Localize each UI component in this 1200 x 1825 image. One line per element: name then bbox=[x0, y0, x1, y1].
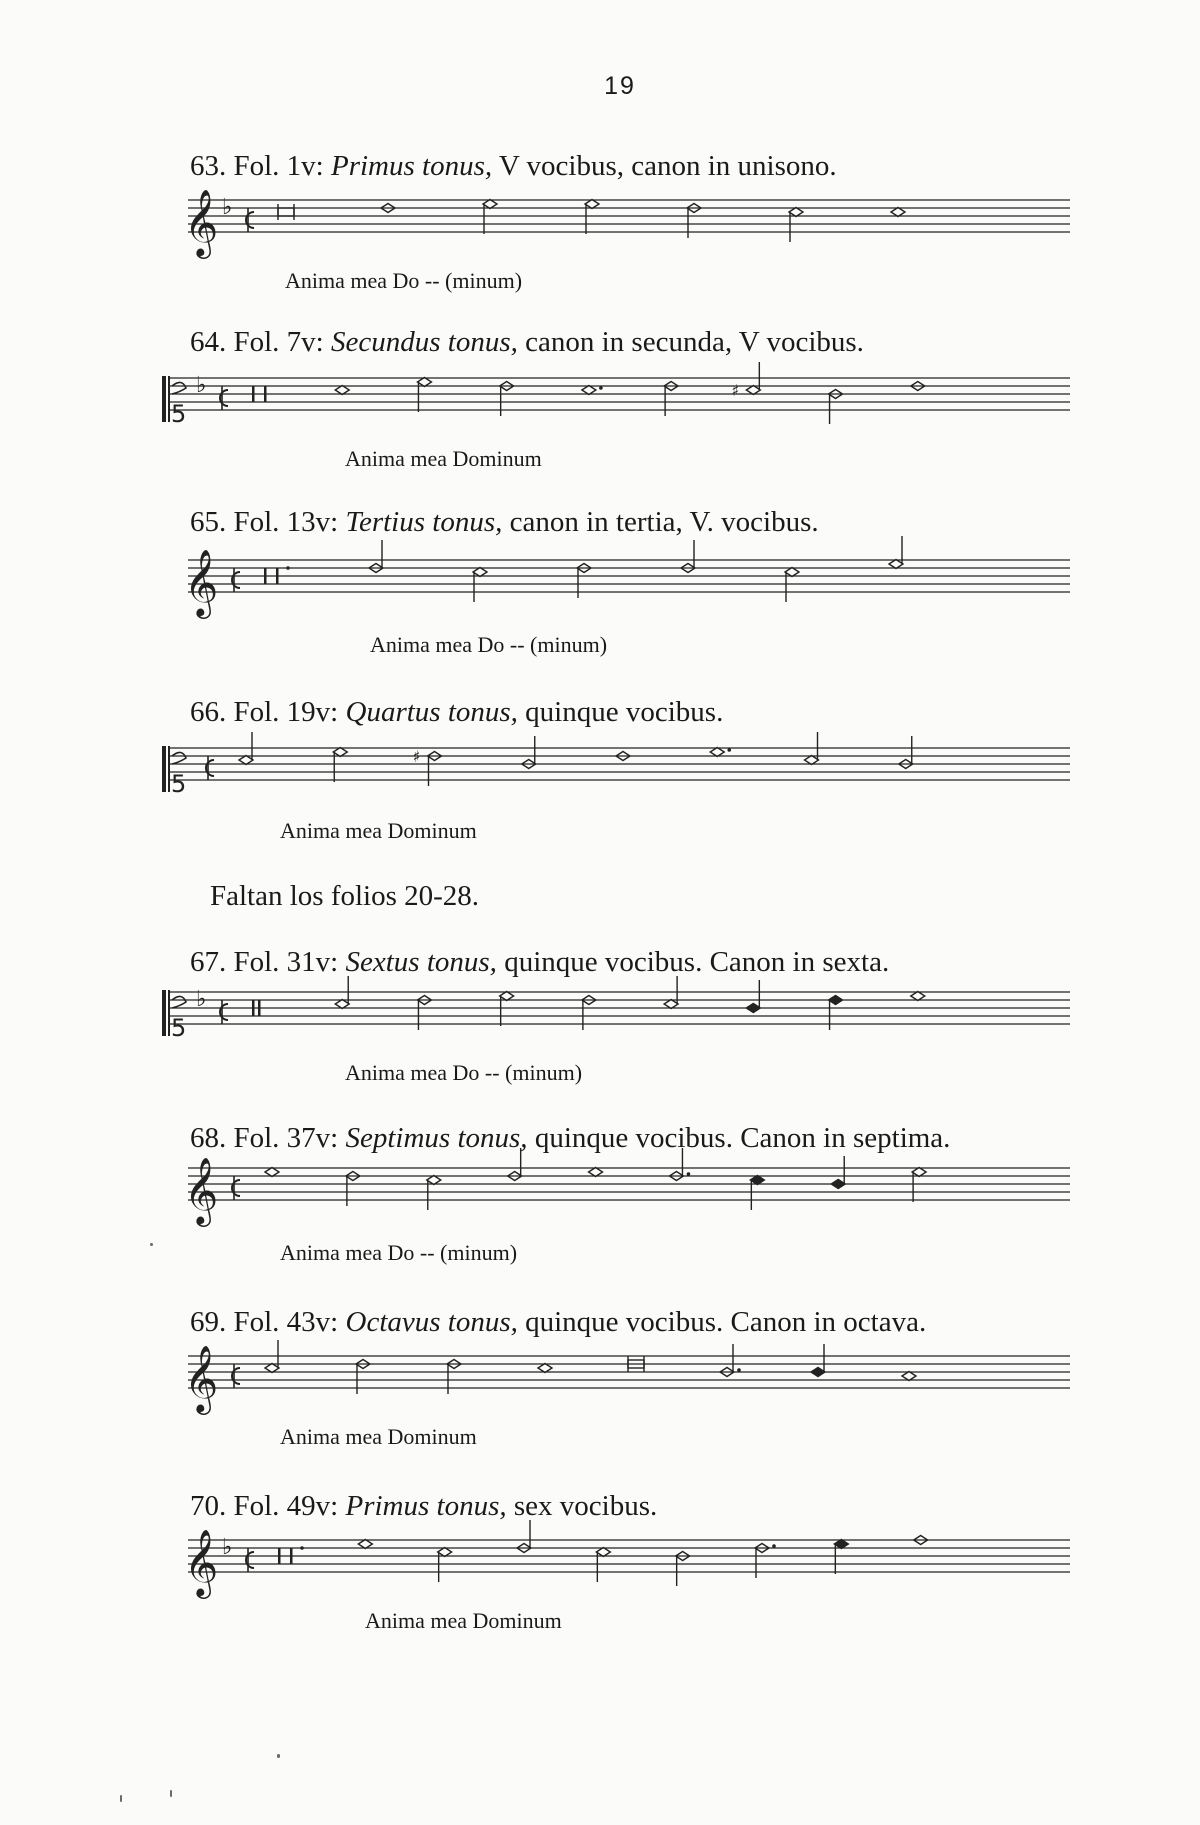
entry-number: 66. bbox=[190, 696, 227, 728]
note-dotted-semibreve bbox=[582, 386, 603, 395]
incipit-text: Anima mea Dominum bbox=[365, 1608, 562, 1633]
note-minim-down bbox=[582, 996, 596, 1031]
flat-sign-icon: ♭ bbox=[196, 373, 207, 398]
music-staff bbox=[0, 180, 1200, 260]
note-minim-down bbox=[500, 382, 514, 417]
tone-title: Septimus tonus, bbox=[345, 1122, 528, 1154]
entry-heading bbox=[190, 148, 837, 184]
tone-title: Octavus tonus, bbox=[345, 1306, 518, 1338]
note-semibreve bbox=[589, 1168, 603, 1177]
note-semibreve bbox=[265, 1168, 279, 1177]
treble-clef-icon: 𝄞 bbox=[184, 1528, 219, 1596]
folio-ref: Fol. 43v: bbox=[233, 1306, 339, 1338]
tone-title: Primus tonus, bbox=[345, 1490, 507, 1522]
note-semibreve bbox=[358, 1540, 372, 1549]
note-minim-down bbox=[417, 996, 431, 1031]
note-minim-down bbox=[447, 1360, 461, 1395]
note-crotchet-down bbox=[834, 1540, 848, 1575]
entry-number: 68. bbox=[190, 1122, 227, 1154]
note-breve-c bbox=[278, 204, 294, 220]
flat-sign-icon: ♭ bbox=[196, 987, 207, 1012]
note-crotchet bbox=[746, 980, 760, 1013]
note-minim-down bbox=[577, 564, 591, 599]
note-crotchet-up bbox=[811, 1344, 825, 1377]
note-minim-down bbox=[676, 1552, 690, 1587]
flat-sign-icon: ♭ bbox=[222, 195, 233, 220]
note-minim-down bbox=[829, 390, 843, 425]
note-minim-down bbox=[585, 200, 599, 235]
note-minim-down bbox=[483, 200, 497, 235]
incipit-text: Anima mea Do -- (minum) bbox=[280, 1240, 518, 1265]
entry-heading bbox=[190, 1488, 657, 1524]
note-minim-down bbox=[417, 378, 431, 413]
tone-title: Quartus tonus, bbox=[345, 696, 518, 728]
paper-speck bbox=[170, 1790, 172, 1797]
music-staff bbox=[0, 1520, 1200, 1600]
folio-ref: Fol. 31v: bbox=[233, 946, 339, 978]
paper-speck bbox=[277, 1754, 280, 1758]
folio-ref: Fol. 19v: bbox=[233, 696, 339, 728]
note-minim-down bbox=[438, 1548, 452, 1583]
note-dotted-breve-rest bbox=[264, 566, 290, 584]
mensuration-sign-icon bbox=[220, 386, 228, 410]
folio-ref: Fol. 37v: bbox=[233, 1122, 339, 1154]
entry-number: 65. bbox=[190, 506, 227, 538]
note-minim-down bbox=[912, 1168, 926, 1203]
folio-ref: Fol. 49v: bbox=[233, 1490, 339, 1522]
incipit-text: Anima mea Do -- (minum) bbox=[370, 632, 608, 657]
entry-heading bbox=[190, 324, 864, 360]
tone-title: Primus tonus, bbox=[331, 150, 493, 182]
music-staff bbox=[0, 728, 1200, 808]
svg-text:5: 5 bbox=[171, 770, 187, 798]
mensuration-sign-icon bbox=[220, 1000, 228, 1024]
note-minim-down bbox=[785, 568, 799, 603]
entry-description: quinque vocibus. Canon in sexta. bbox=[504, 946, 890, 978]
note-crotchet-down bbox=[750, 1176, 764, 1211]
entry-heading bbox=[190, 504, 819, 540]
paper-speck bbox=[150, 1243, 153, 1246]
note-minim-down bbox=[473, 568, 487, 603]
folio-ref: Fol. 13v: bbox=[233, 506, 339, 538]
incipit-text: Anima mea Dominum bbox=[280, 1424, 477, 1449]
mensuration-sign-icon bbox=[206, 756, 214, 780]
mensuration-sign-icon bbox=[246, 1548, 254, 1572]
entry-number: 63. bbox=[190, 150, 227, 182]
entry-description: V vocibus, canon in unisono. bbox=[498, 150, 837, 182]
mensuration-sign-icon bbox=[232, 1176, 240, 1200]
music-staff bbox=[0, 1336, 1200, 1416]
note-minim bbox=[889, 536, 903, 569]
entry-description: quinque vocibus. bbox=[525, 696, 724, 728]
folio-ref: Fol. 1v: bbox=[233, 150, 324, 182]
note-minim-down bbox=[789, 208, 803, 243]
note-dotted-semibreve bbox=[710, 748, 731, 757]
entry-description: canon in secunda, V vocibus. bbox=[525, 326, 864, 358]
note-minim-down bbox=[687, 204, 701, 239]
tone-title: Sextus tonus, bbox=[345, 946, 497, 978]
incipit-text: Anima mea Dominum bbox=[345, 446, 542, 471]
incipit-text: Anima mea Do -- (minum) bbox=[285, 268, 523, 293]
entry-description: quinque vocibus. Canon in octava. bbox=[525, 1306, 927, 1338]
music-staff bbox=[0, 540, 1200, 620]
incipit-text: Anima mea Dominum bbox=[280, 818, 477, 843]
note-minim-down bbox=[664, 382, 678, 417]
note-minim-down bbox=[333, 748, 347, 783]
incipit-text: Anima mea Do -- (minum) bbox=[345, 1060, 583, 1085]
treble-clef-icon: 𝄞 bbox=[184, 1156, 219, 1224]
entry-number: 70. bbox=[190, 1490, 227, 1522]
entry-number: 69. bbox=[190, 1306, 227, 1338]
entry-description: canon in tertia, V. vocibus. bbox=[509, 506, 819, 538]
c-clef-icon bbox=[162, 376, 186, 428]
svg-text:♯: ♯ bbox=[731, 381, 740, 400]
c-clef-icon bbox=[162, 990, 186, 1042]
treble-clef-icon: 𝄞 bbox=[184, 188, 219, 256]
note-minim-down bbox=[500, 992, 514, 1027]
paper-speck bbox=[120, 1795, 122, 1802]
mensuration-sign-icon bbox=[246, 208, 254, 232]
entry-description: sex vocibus. bbox=[513, 1490, 658, 1522]
missing-folios-note: Faltan los folios 20-28. bbox=[210, 880, 480, 912]
note-minim-down bbox=[346, 1172, 360, 1207]
note-crotchet-down bbox=[829, 996, 843, 1031]
note-minim-down bbox=[596, 1548, 610, 1583]
flat-sign-icon: ♭ bbox=[222, 1535, 233, 1560]
note-semibreve bbox=[902, 1372, 916, 1381]
music-staff bbox=[0, 1148, 1200, 1228]
tone-title: Secundus tonus, bbox=[331, 326, 518, 358]
entry-number: 64. bbox=[190, 326, 227, 358]
entry-description: quinque vocibus. Canon in septima. bbox=[534, 1122, 951, 1154]
tone-title: Tertius tonus, bbox=[345, 506, 503, 538]
note-semibreve bbox=[538, 1364, 552, 1373]
note-semibreve bbox=[891, 208, 905, 217]
treble-clef-icon: 𝄞 bbox=[184, 548, 219, 616]
mensuration-sign-icon bbox=[232, 568, 240, 592]
note-dotted-minim-down bbox=[755, 1544, 776, 1579]
mensuration-sign-icon bbox=[232, 1364, 240, 1388]
svg-text:♯: ♯ bbox=[412, 747, 421, 766]
c-clef-icon bbox=[162, 746, 186, 798]
treble-clef-icon: 𝄞 bbox=[184, 1344, 219, 1412]
note-minim-down bbox=[356, 1360, 370, 1395]
note-minim-down bbox=[427, 1176, 441, 1211]
note-semibreve bbox=[335, 386, 349, 395]
svg-text:5: 5 bbox=[171, 400, 187, 428]
note-dotted-breve-rest bbox=[278, 1546, 304, 1564]
svg-text:5: 5 bbox=[171, 1014, 187, 1042]
entry-heading bbox=[190, 694, 723, 730]
music-staff bbox=[0, 358, 1200, 438]
page-number: 19 bbox=[604, 72, 636, 100]
note-crotchet-up bbox=[831, 1156, 845, 1189]
music-staff bbox=[0, 972, 1200, 1052]
note-semibreve bbox=[911, 992, 925, 1001]
entry-heading bbox=[190, 1304, 926, 1340]
folio-ref: Fol. 7v: bbox=[233, 326, 324, 358]
entry-number: 67. bbox=[190, 946, 227, 978]
